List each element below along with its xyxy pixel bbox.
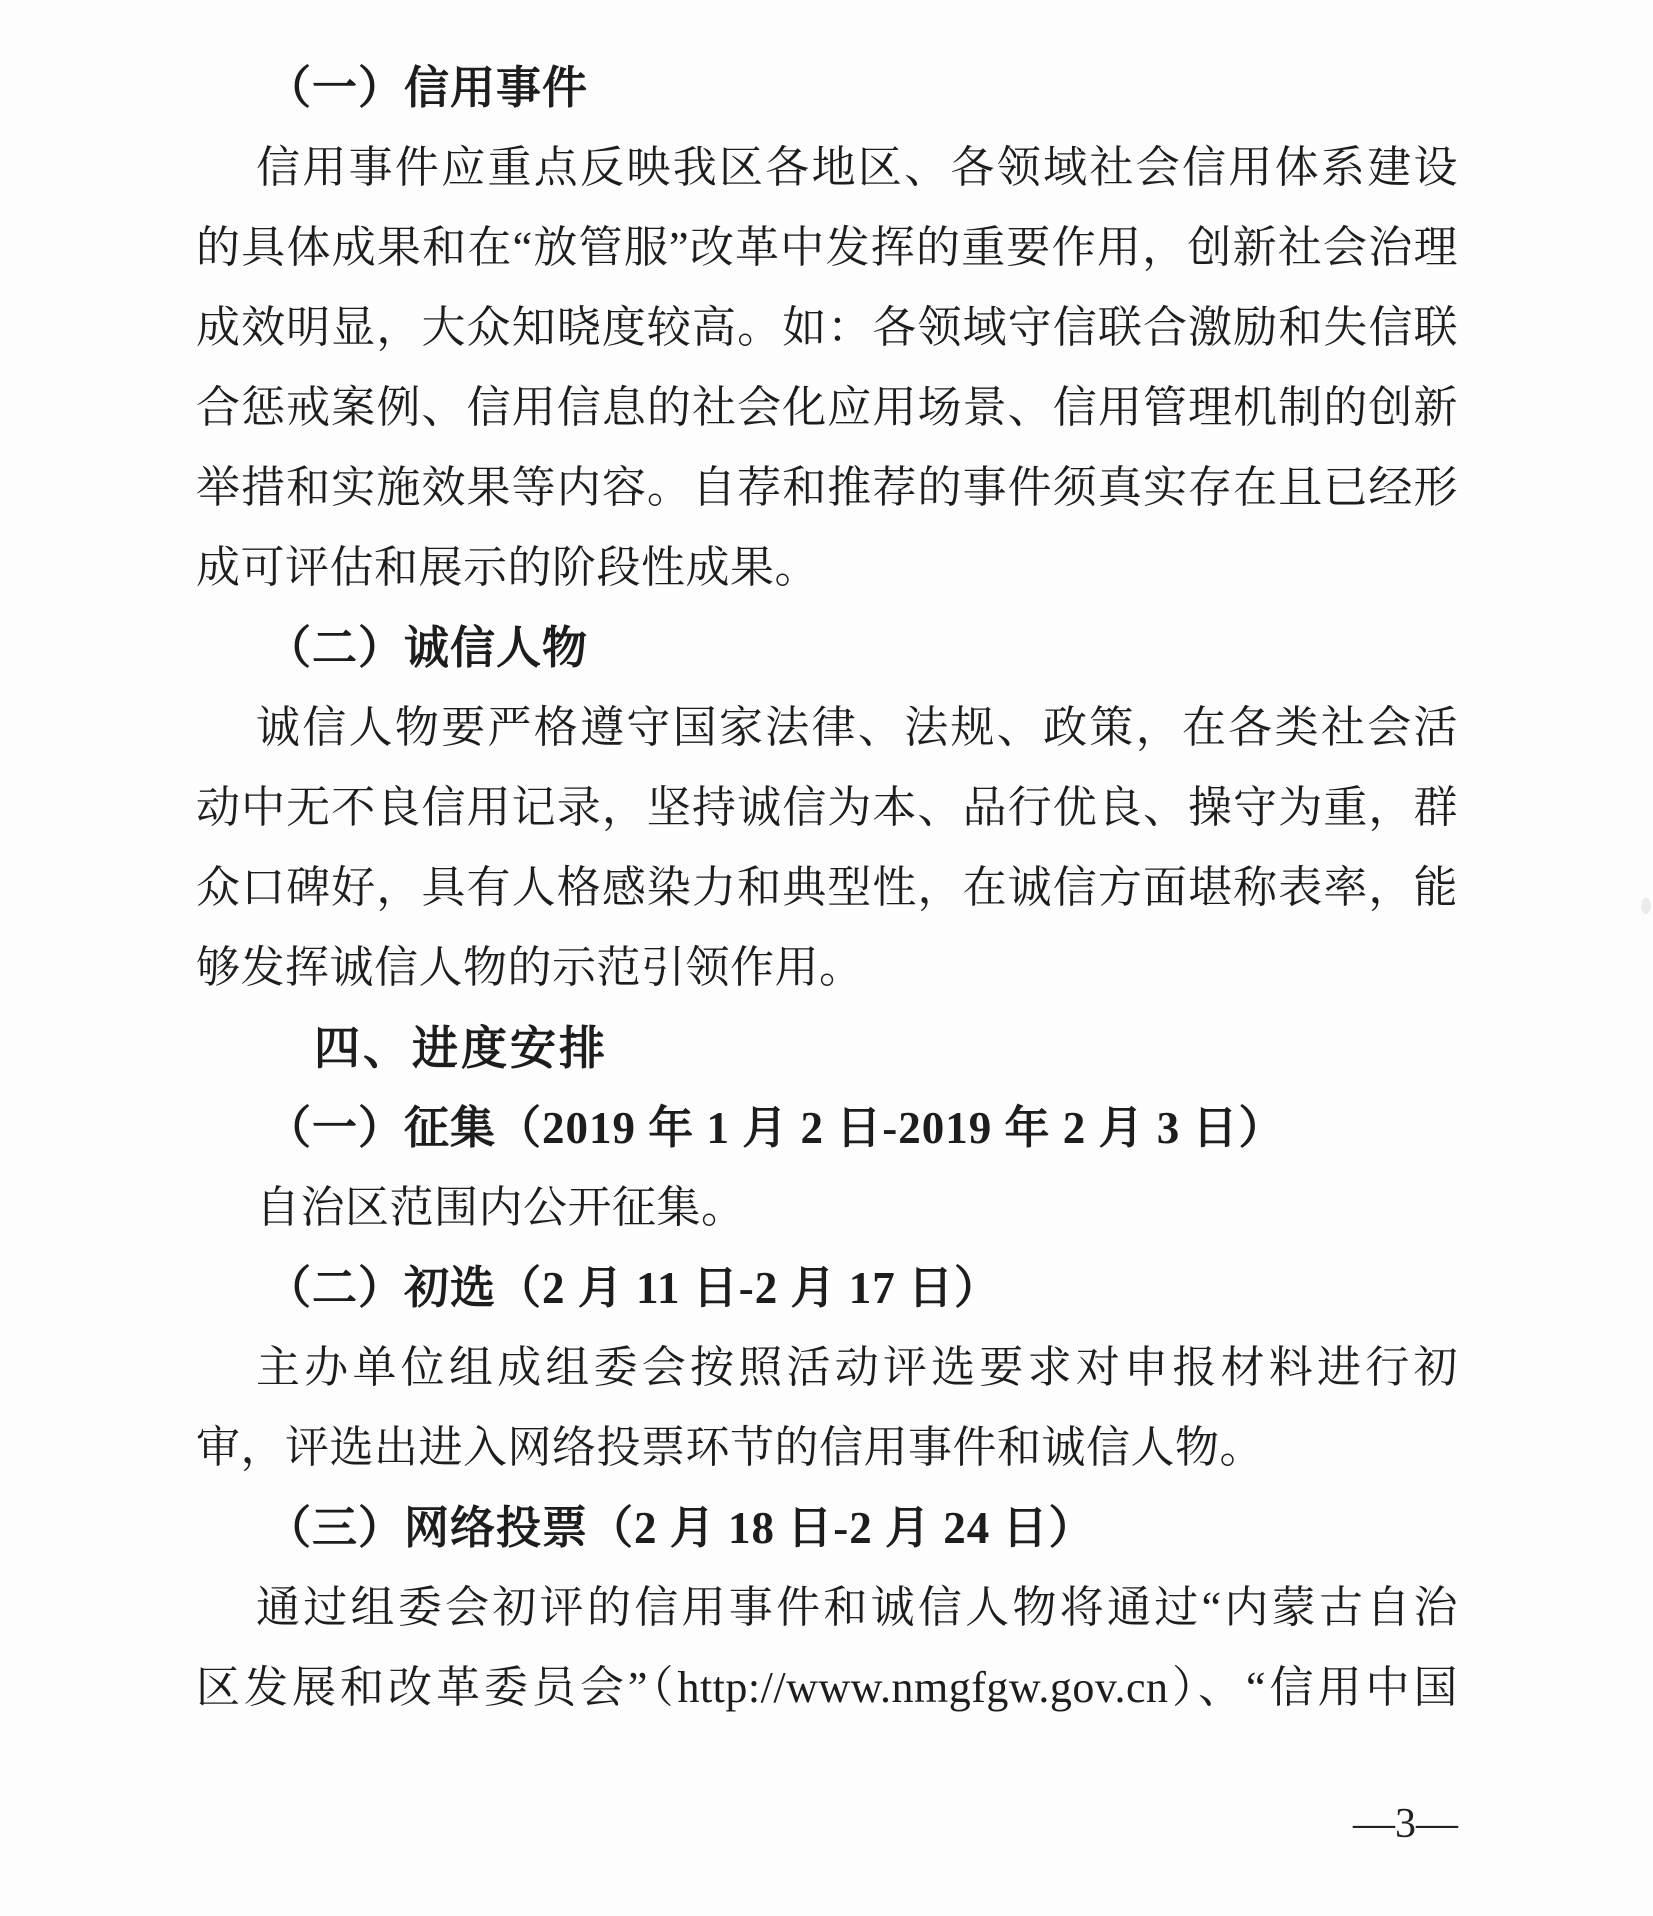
paragraph-people-line-4: 够发挥诚信人物的示范引领作用。 <box>196 943 864 992</box>
scan-smudge <box>1641 898 1651 914</box>
paragraph-credit-line-6: 成可评估和展示的阶段性成果。 <box>196 543 819 592</box>
heading-preliminary-phase: （二）初选（2 月 11 日-2 月 17 日） <box>266 1263 1001 1313</box>
paragraph-people-line-1: 诚信人物要严格遵守国家法律、法规、政策，在各类社会活 <box>256 703 1458 752</box>
paragraph-credit-line-5: 举措和实施效果等内容。自荐和推荐的事件须真实存在且已经形 <box>196 463 1458 512</box>
page-number: —3— <box>1353 1801 1458 1847</box>
paragraph-preliminary-line-2: 审，评选出进入网络投票环节的信用事件和诚信人物。 <box>196 1423 1264 1472</box>
paragraph-voting-line-2: 区发展和改革委员会”（http://www.nmgfgw.gov.cn）、“信用中国 <box>196 1663 1458 1712</box>
heading-schedule: 四、进度安排 <box>314 1022 608 1074</box>
paragraph-credit-line-3: 成效明显，大众知晓度较高。如：各领域守信联合激励和失信联 <box>196 303 1458 352</box>
paragraph-credit-line-4: 合惩戒案例、信用信息的社会化应用场景、信用管理机制的创新 <box>196 383 1458 432</box>
document-content <box>196 48 1458 1728</box>
paragraph-people-line-3: 众口碑好，具有人格感染力和典型性，在诚信方面堪称表率，能 <box>196 863 1458 912</box>
paragraph-voting-line-1: 通过组委会初评的信用事件和诚信人物将通过“内蒙古自治 <box>256 1583 1458 1632</box>
paragraph-preliminary-line-1: 主办单位组成组委会按照活动评选要求对申报材料进行初 <box>256 1343 1458 1392</box>
heading-online-voting-phase: （三）网络投票（2 月 18 日-2 月 24 日） <box>266 1503 1095 1553</box>
paragraph-collection-line-1: 自治区范围内公开征集。 <box>256 1183 746 1232</box>
heading-collection-phase: （一）征集（2019 年 1 月 2 日-2019 年 2 月 3 日） <box>266 1103 1285 1153</box>
paragraph-credit-line-1: 信用事件应重点反映我区各地区、各领域社会信用体系建设 <box>256 143 1458 192</box>
heading-integrity-people: （二）诚信人物 <box>266 623 589 673</box>
heading-credit-events: （一）信用事件 <box>266 63 589 113</box>
paragraph-people-line-2: 动中无不良信用记录，坚持诚信为本、品行优良、操守为重，群 <box>196 783 1458 832</box>
paragraph-credit-line-2: 的具体成果和在“放管服”改革中发挥的重要作用，创新社会治理 <box>196 223 1458 272</box>
